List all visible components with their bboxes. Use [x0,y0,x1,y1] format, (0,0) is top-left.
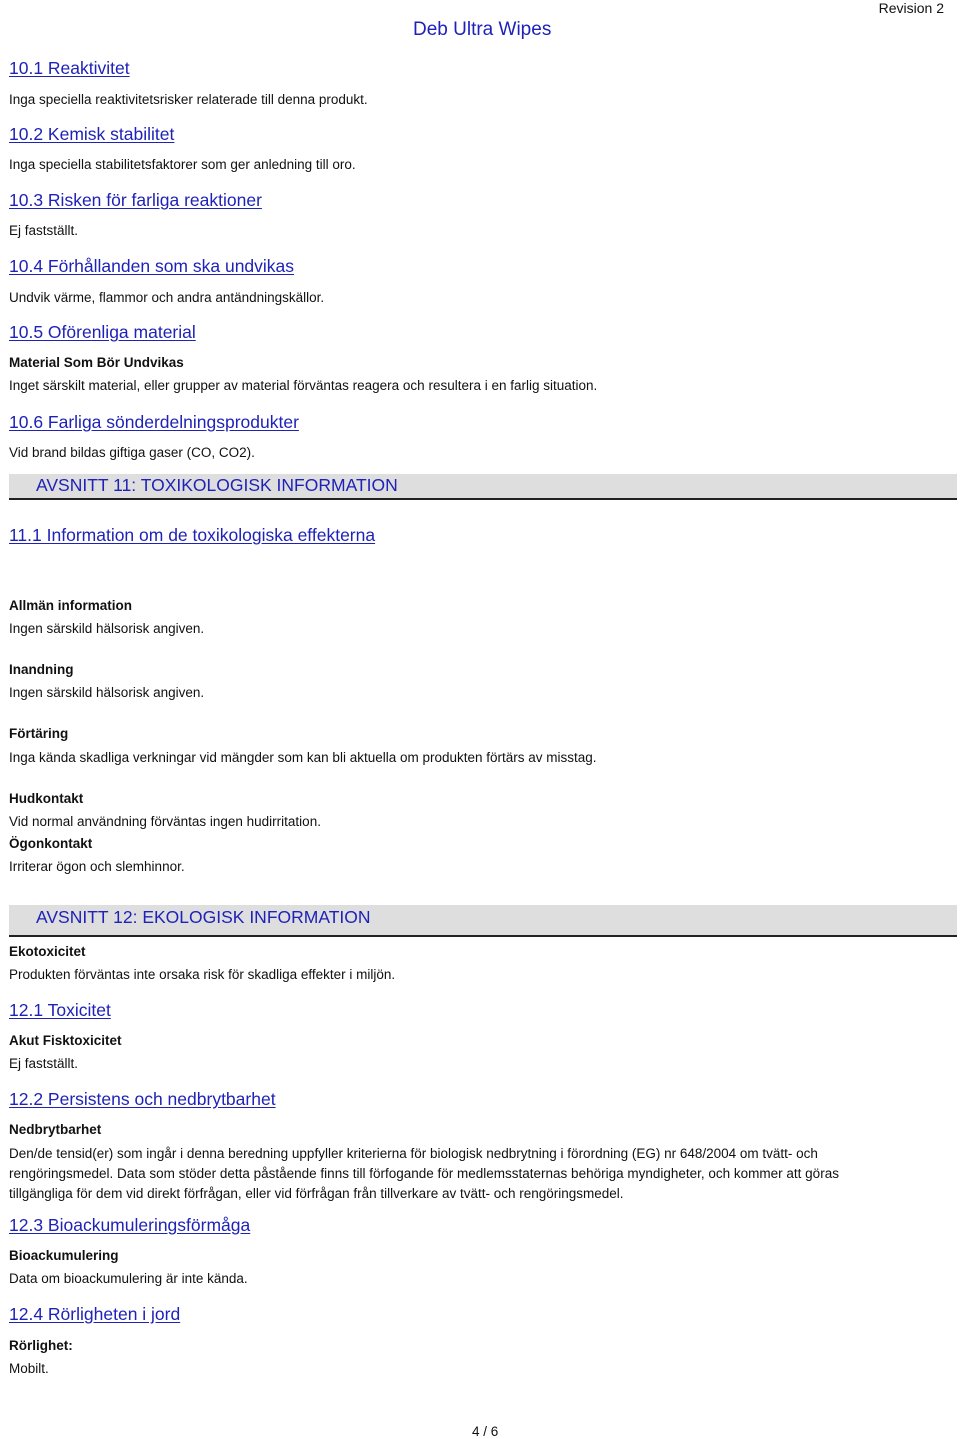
label-fish-toxicity: Akut Fisktoxicitet [9,1033,122,1048]
label-mobility: Rörlighet: [9,1338,73,1353]
text-10-3: Ej fastställt. [9,223,79,238]
text-skin: Vid normal användning förväntas ingen hudirritation. [9,814,321,829]
text-10-2: Inga speciella stabilitetsfaktorer som ger anledning till oro. [9,157,356,172]
section-12-bar [9,905,957,937]
label-ingestion: Förtäring [9,726,69,741]
label-skin: Hudkontakt [9,791,84,806]
text-ingestion: Inga kända skadliga verkningar vid mängder som kan bli aktuella om produkten förtärs av misstag. [9,750,597,765]
text-mobility: Mobilt. [9,1361,49,1376]
heading-10-3: 10.3 Risken för farliga reaktioner [9,190,262,210]
heading-12-2: 12.2 Persistens och nedbrytbarhet [9,1089,276,1109]
heading-10-4: 10.4 Förhållanden som ska undvikas [9,256,295,276]
text-fish-toxicity: Ej fastställt. [9,1056,79,1071]
heading-10-6: 10.6 Farliga sönderdelningsprodukter [9,412,299,432]
text-ecotoxicity: Produkten förväntas inte orsaka risk för skadliga effekter i miljön. [9,967,396,982]
document-title: Deb Ultra Wipes [413,19,552,40]
page-number: 4 / 6 [472,1424,499,1439]
heading-11-1: 11.1 Information om de toxikologiska effekterna [9,525,376,545]
heading-12-1: 12.1 Toxicitet [9,1000,111,1020]
label-degradability: Nedbrytbarhet [9,1122,102,1137]
text-inhalation: Ingen särskild hälsorisk angiven. [9,685,205,700]
label-inhalation: Inandning [9,662,74,677]
label-bioaccumulation: Bioackumulering [9,1248,119,1263]
text-10-1: Inga speciella reaktivitetsrisker relaterade till denna produkt. [9,92,368,107]
label-general: Allmän information [9,598,133,613]
revision-label: Revision 2 [878,0,944,16]
heading-12-4: 12.4 Rörligheten i jord [9,1304,181,1324]
section-12-title: AVSNITT 12: EKOLOGISK INFORMATION [36,907,371,927]
text-bioaccumulation: Data om bioackumulering är inte kända. [9,1271,248,1286]
heading-12-3: 12.3 Bioackumuleringsförmåga [9,1215,251,1235]
heading-10-2: 10.2 Kemisk stabilitet [9,124,175,144]
heading-10-5: 10.5 Oförenliga material [9,322,196,342]
label-eye: Ögonkontakt [9,836,93,851]
heading-10-1: 10.1 Reaktivitet [9,58,130,78]
section-11-bar [9,474,957,500]
section-11-title: AVSNITT 11: TOXIKOLOGISK INFORMATION [36,475,398,495]
text-10-6: Vid brand bildas giftiga gaser (CO, CO2). [9,445,255,460]
text-10-5: Inget särskilt material, eller grupper av material förväntas reagera och resultera i en farlig situation. [9,378,598,393]
label-incompatible: Material Som Bör Undvikas [9,355,184,370]
text-10-4: Undvik värme, flammor och andra antändningskällor. [9,290,325,305]
text-general: Ingen särskild hälsorisk angiven. [9,621,205,636]
text-degradability: Den/de tensid(er) som ingår i denna beredning uppfyller kriterierna för biologisk nedbrytning i förordning (EG) nr 648/2004 om tvätt- och rengöringsmedel. Data som stöder detta påstående finns till förfogande för medlemsstaternas behöriga myndigheter, och kommer att göras tillgängliga för dem vid direkt förfrågan, eller vid förfrågan från tillverkare av tvätt- och rengöringsmedel. [9,1146,839,1201]
text-eye: Irriterar ögon och slemhinnor. [9,859,185,874]
label-ecotoxicity: Ekotoxicitet [9,944,86,959]
